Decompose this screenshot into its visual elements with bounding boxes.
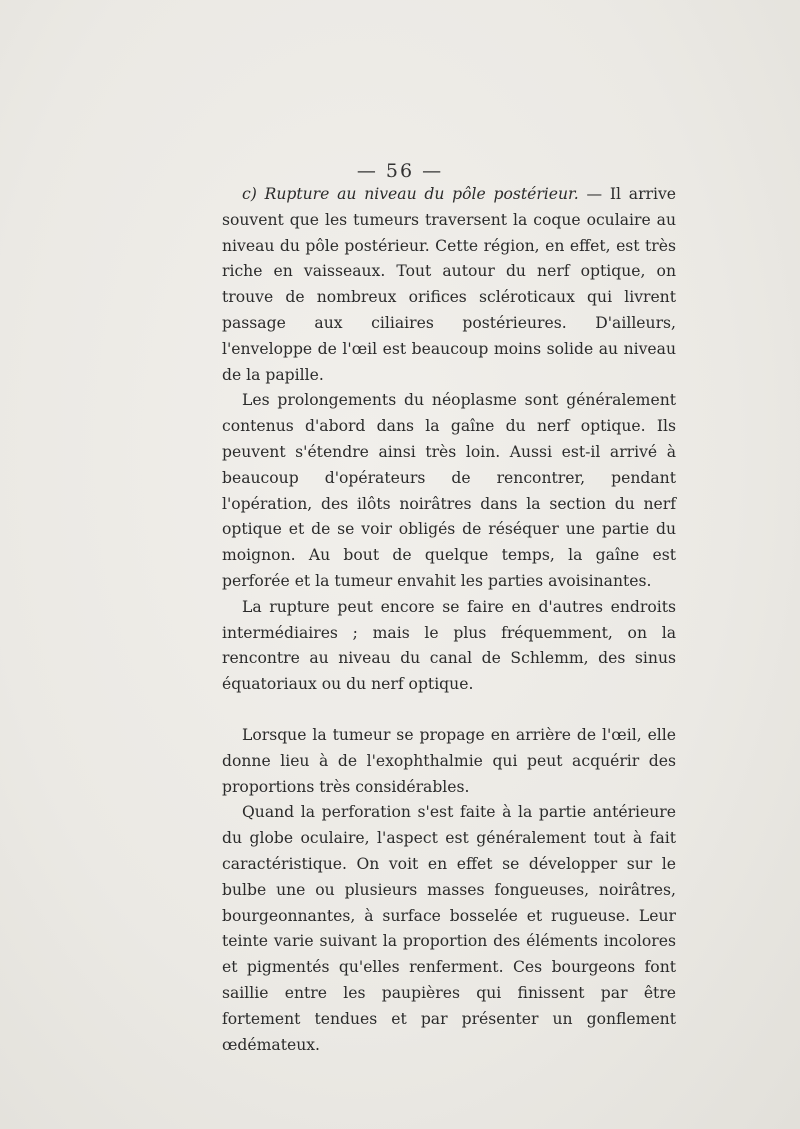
paragraph: Quand la perforation s'est faite à la partie antérieure du globe oculaire, l'aspect est généralement tout à fait caractéristique. On voit en effet se développer sur le bulbe une ou plusieurs masses fongueuses, noirâtres, bourgeonnantes, à surface bosselée et rugueuse. Leur teinte varie suivant la proportion des éléments incolores et pigmentés qu'elles renferment. Ces bourgeons font saillie entre les paupières qui finissent par être fortement tendues et par présenter un gonflement œdémateux. xyxy=(222,803,676,1054)
paragraph: Lorsque la tumeur se propage en arrière de l'œil, elle donne lieu à de l'exophthalmie qui peut acquérir des proportions très considérables. xyxy=(222,725,676,796)
page-number: — 56 — xyxy=(356,160,444,182)
section-label-prefix: c) xyxy=(242,185,257,203)
section-lead-in: — Il arrive souvent que les tumeurs traversent la coque oculaire au niveau du pôle postérieur. Cette région, en effet, est très riche en vaisseaux. Tout autour du nerf optique, on trouve de nombreux orifices scléroticaux qui livrent passage aux ciliaires postérieures. D'ailleurs, l'enveloppe de l'œil est beaucoup moins solide au niveau de la papille. xyxy=(222,185,676,384)
body-text xyxy=(222,182,676,1058)
paragraph: Les prolongements du néoplasme sont généralement contenus d'abord dans la gaîne du nerf optique. Ils peuvent s'étendre ainsi très loin. Aussi est-il arrivé à beaucoup d'opérateurs de rencontrer, pendant l'opération, des ilôts noirâtres dans la section du nerf optique et de se voir obligés de réséquer une partie du moignon. Au bout de quelque temps, la gaîne est perforée et la tumeur envahit les parties avoisinantes. xyxy=(222,391,676,590)
paragraph-section-intro xyxy=(222,182,676,388)
paragraph: La rupture peut encore se faire en d'autres endroits intermédiaires ; mais le plus fréquemment, on la rencontre au niveau du canal de Schlemm, des sinus équatoriaux ou du nerf optique. xyxy=(222,597,676,694)
section-title: Rupture au niveau du pôle postérieur. xyxy=(264,185,579,203)
